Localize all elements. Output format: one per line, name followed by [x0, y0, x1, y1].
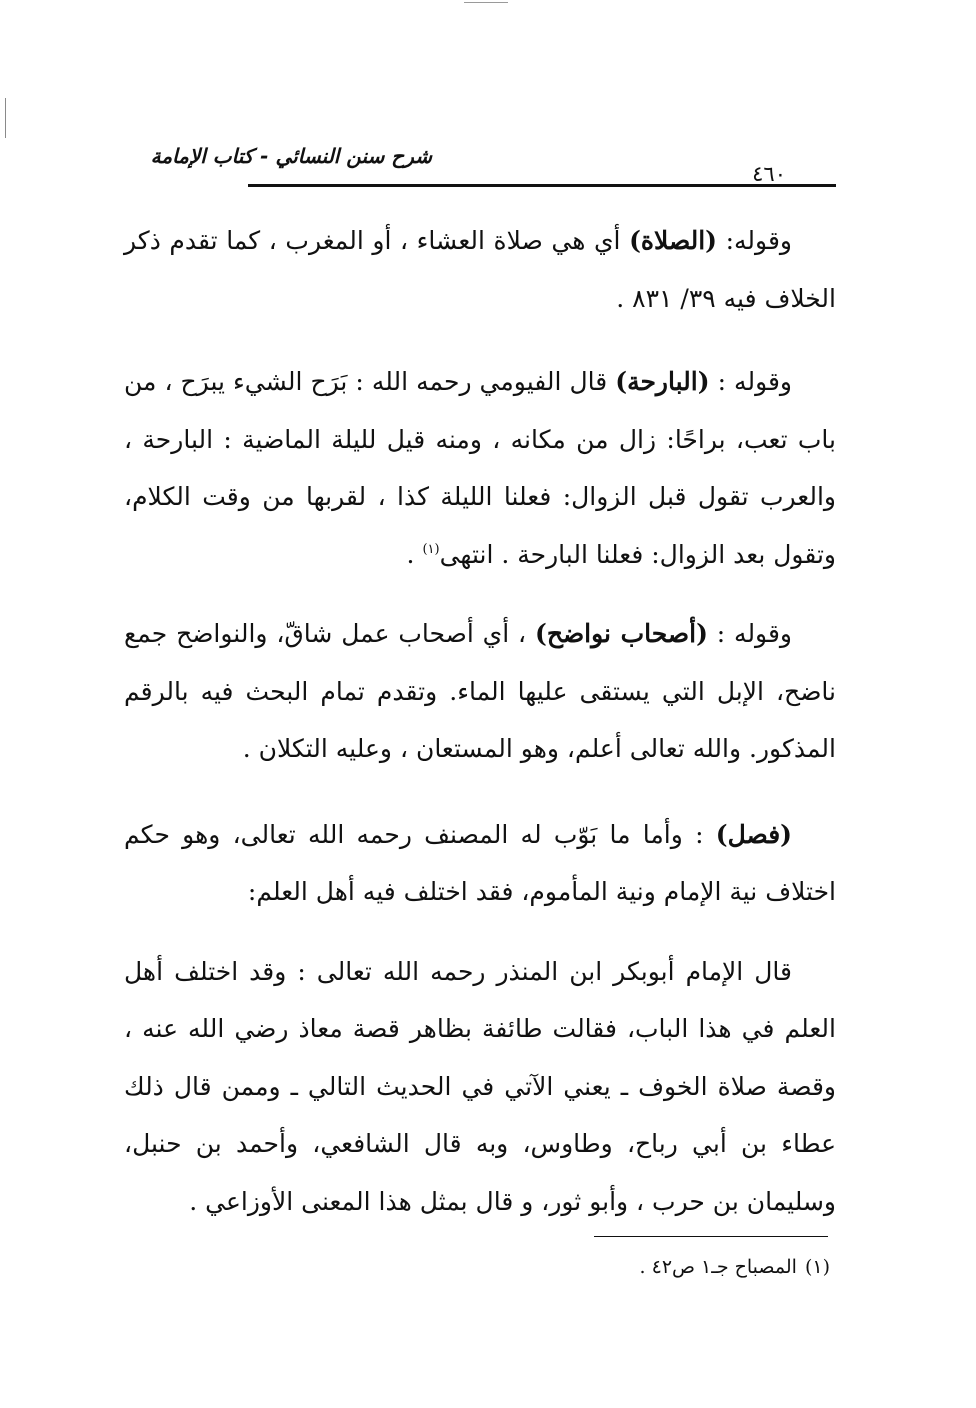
main-text — [124, 212, 836, 1230]
header-rule — [248, 184, 826, 187]
paragraph-3-text: ، أي أصحاب عمل شاقّ، والنواضح جمع ناضح، الإبل التي يستقى عليها الماء. وتقدم تمام البحث فيه بالرقم المذكور. والله تعالى أعلم، وهو المستعان ، وعليه التكلان . — [124, 619, 836, 763]
paragraph-3-lead: وقوله : — [707, 619, 792, 648]
paragraph-1-lead: وقوله: — [717, 226, 792, 255]
paragraph-1-term: (الصلاة) — [629, 226, 718, 255]
footnote-reference: (١) — [422, 541, 440, 557]
paragraph-2-tail: . — [406, 539, 423, 569]
footnote-mark: (١) — [804, 1256, 830, 1278]
page-number-rule — [802, 184, 836, 187]
paragraph-5 — [124, 943, 836, 1231]
scan-top-mark — [464, 2, 508, 3]
paragraph-2 — [124, 353, 836, 583]
paragraph-2-text: قال الفيومي رحمه الله : بَرَح الشيء يبرَح ، من باب تعب، براحًا: زال من مكانه ، ومنه قيل لليلة الماضية : البارحة ، والعرب تقول قبل الزوال: فعلنا الليلة كذا ، لقربها من وقت الكلام، وتقول بعد الزوال: فعلنا البارحة . انتهى — [124, 367, 836, 569]
paragraph-4 — [124, 806, 836, 921]
footnote-text: المصباح جـ١ ص٤٢ . — [639, 1256, 797, 1278]
footnote — [640, 1256, 830, 1278]
paragraph-1-text: أي هي صلاة العشاء ، أو المغرب ، كما تقدم ذكر الخلاف فيه ٣٩/ ٨٣١ . — [124, 226, 836, 313]
paragraph-3-term: (أصحاب نواضح) — [534, 619, 708, 648]
paragraph-2-term: (البارحة) — [615, 367, 710, 396]
paragraph-5-text: قال الإمام أبوبكر ابن المنذر رحمه الله تعالى : وقد اختلف أهل العلم في هذا الباب، فقالت طائفة بظاهر قصة معاذ رضي الله عنه ، وقصة صلاة الخوف ـ يعني الآتي في الحديث التالي ـ وممن قال ذلك عطاء بن أبي رباح، وطاوس، وبه قال الشافعي، وأحمد بن حنبل، وسليمان بن حرب ، وأبو ثور، و قال بمثل هذا المعنى الأوزاعي . — [124, 956, 836, 1216]
footnote-rule — [594, 1236, 828, 1237]
paragraph-1 — [124, 212, 836, 327]
running-header — [120, 140, 836, 192]
paragraph-3 — [124, 605, 836, 778]
running-title: شرح سنن النسائي - كتاب الإمامة — [150, 144, 432, 168]
page-number: ٤٦٠ — [752, 162, 786, 186]
paragraph-2-lead: وقوله : — [709, 367, 793, 396]
paragraph-4-term: (فصل) — [715, 819, 792, 849]
paragraph-4-text: : وأما ما بَوّب له المصنف رحمه الله تعالى، وهو حكم اختلاف نية الإمام ونية المأموم، فقد اختلف فيه أهل العلم: — [124, 819, 836, 906]
scan-margin-mark — [5, 98, 6, 138]
